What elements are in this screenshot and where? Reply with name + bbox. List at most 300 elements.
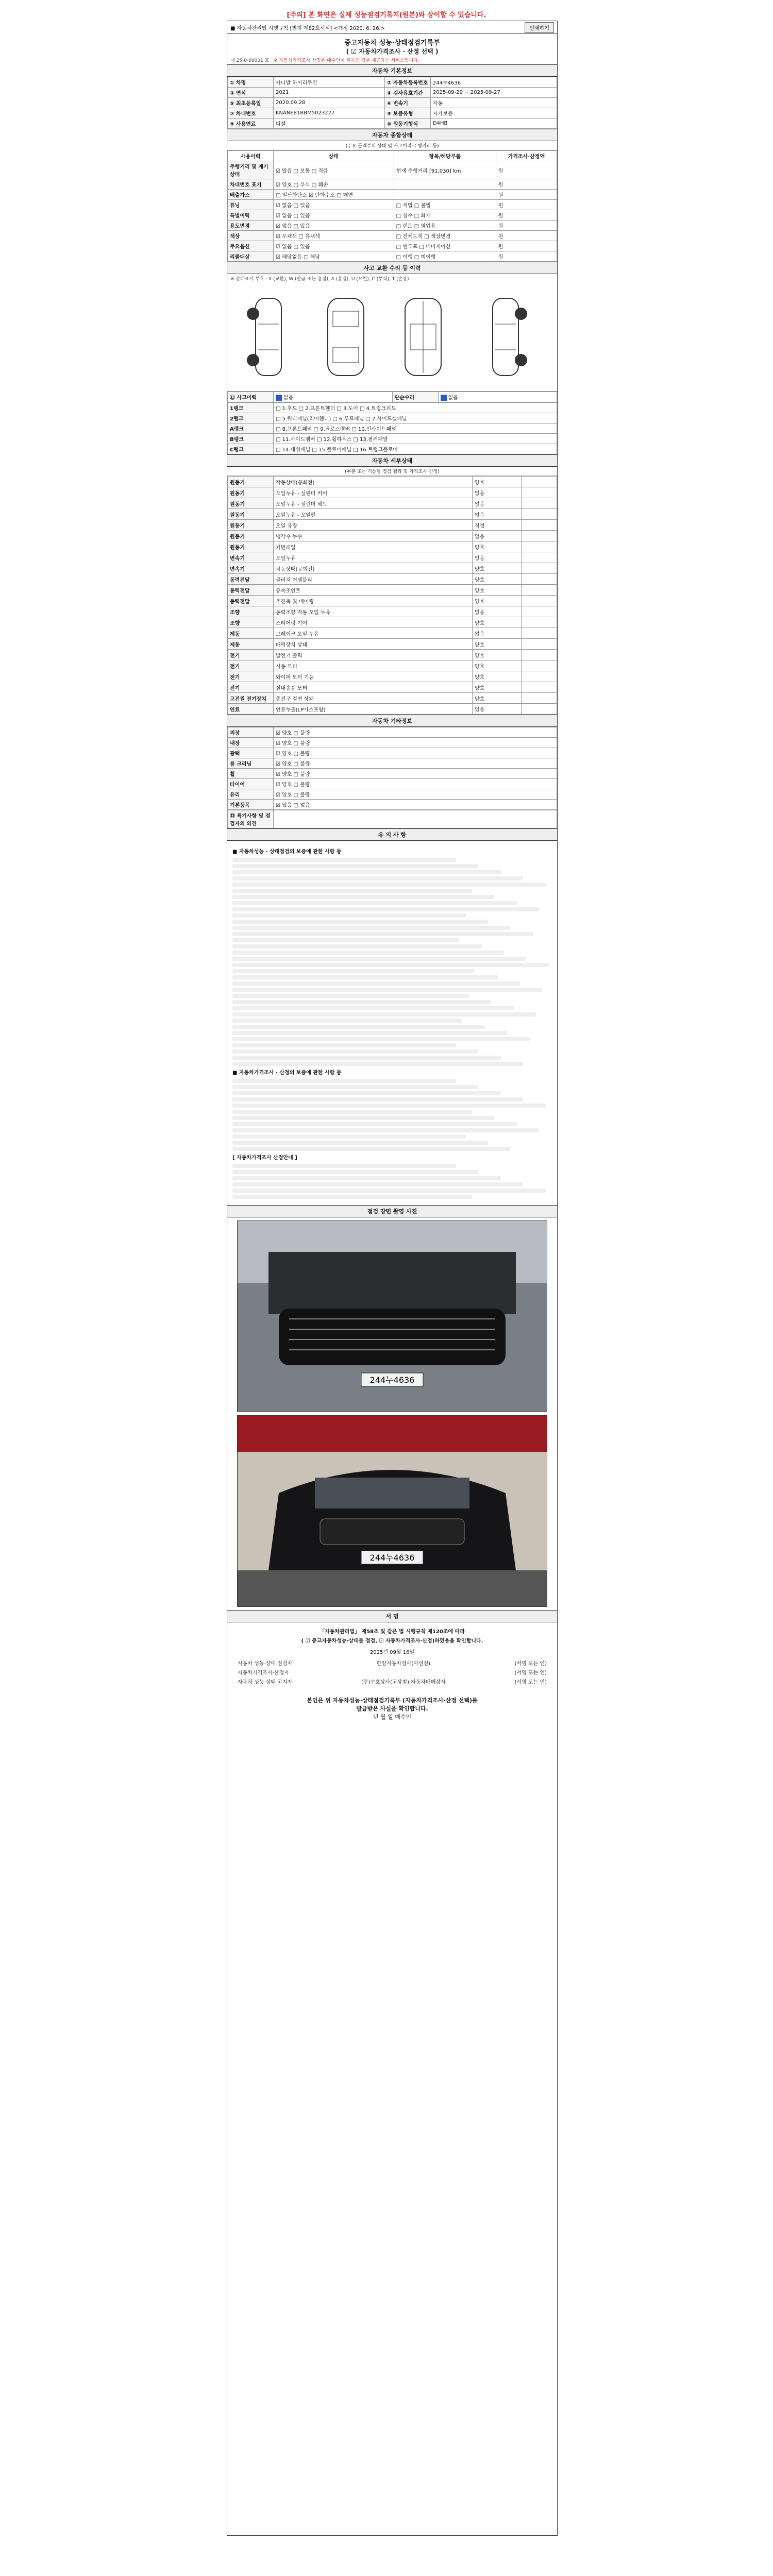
sign-row: 자동차 성능·상태 점검자 한양자동차검사(이선진) (서명 또는 인) (238, 1661, 547, 1667)
other-label: 룸 크리닝 (228, 758, 274, 769)
detail-table (227, 476, 557, 715)
detail-group: 조향 (228, 606, 274, 617)
text-line (232, 870, 501, 874)
detail-item: 오일 유량 (274, 520, 473, 531)
text-line (232, 913, 466, 918)
detail-row (228, 693, 557, 704)
state-cell: 배출가스 (228, 190, 274, 200)
state-cell: 원 (496, 241, 557, 251)
state-cell: 상태 (274, 151, 394, 161)
text-line (232, 1031, 507, 1035)
detail-price (522, 682, 557, 693)
state-cell: 용도변경 (228, 221, 274, 231)
panel-row (228, 403, 557, 413)
state-cell: 원 (496, 179, 557, 190)
other-label: 휠 (228, 769, 274, 779)
text-line (232, 951, 504, 955)
detail-group: 전기 (228, 682, 274, 693)
text-line (232, 1079, 456, 1083)
text-line (232, 1141, 488, 1145)
detail-price (522, 509, 557, 520)
detail-item: 커먼레일 (274, 541, 473, 552)
text-line (232, 1062, 523, 1066)
detail-status: 양호 (473, 617, 522, 628)
detail-status: 없음 (473, 509, 522, 520)
detail-row (228, 660, 557, 671)
text-line (232, 1091, 501, 1095)
state-cell: 색상 (228, 231, 274, 241)
other-row (228, 769, 557, 779)
state-cell: □ 썬루프 □ 네비게이션 (394, 241, 496, 251)
detail-group: 고전원 전기장치 (228, 693, 274, 704)
state-cell: ☑ 없음 □ 있음 (274, 210, 394, 221)
other-value: ☑ 양호 □ 불량 (274, 727, 557, 738)
other-label: 기본품목 (228, 800, 274, 810)
detail-item: 동력조향 작동 오일 누유 (274, 606, 473, 617)
detail-group: 연료 (228, 704, 274, 715)
detail-price (522, 541, 557, 552)
text-line (232, 1097, 523, 1101)
detail-item: 충전구 절연 상태 (274, 693, 473, 704)
form-reference: ■ 자동차관리법 시행규칙 [별지 제82호서식] <개정 2020. 6. 26.> (230, 25, 385, 31)
state-row (228, 221, 557, 231)
state-row (228, 251, 557, 262)
panel-rank: A랭크 (228, 423, 274, 434)
detail-group: 원동기 (228, 541, 274, 552)
detail-status: 없음 (473, 531, 522, 541)
state-cell: 현재 주행거리 [91,030] km (394, 161, 496, 179)
panel-parts: □ 8.프론트패널 □ 9.크로스멤버 □ 10.인사이드패널 (274, 423, 557, 434)
detail-item: 스티어링 기어 (274, 617, 473, 628)
sign-row: 자동차 성능·상태 고지자 (주)수호상사(고상철) 자동차매매상사 (서명 또는 인) (238, 1680, 547, 1685)
text-line (232, 864, 478, 868)
detail-row (228, 671, 557, 682)
field-value: D4HB (430, 118, 557, 129)
detail-group: 전기 (228, 660, 274, 671)
detail-price (522, 704, 557, 715)
sign-date: 2025년 09월 16일 (369, 1650, 415, 1655)
text-line (232, 926, 510, 930)
other-row (228, 727, 557, 738)
detail-item: 추진축 및 베어링 (274, 596, 473, 606)
state-cell: □ 침수 □ 화재 (394, 210, 496, 221)
state-table (227, 150, 557, 262)
inspection-record (227, 21, 558, 2536)
state-cell: ☑ 양호 □ 부식 □ 훼손 (274, 179, 394, 190)
detail-row (228, 596, 557, 606)
other-value: ☑ 있음 □ 없음 (274, 800, 557, 810)
text-line (232, 858, 456, 862)
detail-status: 양호 (473, 639, 522, 650)
detail-status: 양호 (473, 541, 522, 552)
state-row (228, 210, 557, 221)
detail-row (228, 509, 557, 520)
state-cell: 원 (496, 210, 557, 221)
panel-row (228, 413, 557, 423)
notes-c-title: [ 자동차가격조사 산정안내 ] (232, 1155, 297, 1161)
detail-item: 클러치 어셈블리 (274, 574, 473, 585)
accident-result-table (227, 392, 557, 402)
detail-price (522, 585, 557, 596)
detail-item: 오일누유 - 실린더 커버 (274, 487, 473, 498)
state-cell: 원 (496, 200, 557, 210)
detail-price (522, 487, 557, 498)
state-cell: 원 (496, 251, 557, 262)
state-row (228, 231, 557, 241)
text-line (232, 907, 539, 911)
field-label: ④ 검사유효기간 (384, 88, 430, 98)
text-line (232, 1104, 546, 1108)
panel-rank: B랭크 (228, 434, 274, 444)
basic-section-title: 자동차 기본정보 (227, 64, 557, 77)
text-line (232, 1147, 510, 1151)
signature-block (227, 1622, 557, 1692)
state-section-title: 자동차 종합상태 (227, 129, 557, 141)
detail-status: 없음 (473, 498, 522, 509)
detail-item: 냉각수 누수 (274, 531, 473, 541)
other-value: ☑ 양호 □ 불량 (274, 748, 557, 758)
detail-status: 양호 (473, 660, 522, 671)
field-label: ⑩ 원동기형식 (384, 118, 430, 129)
state-cell: ☑ 무채색 □ 유채색 (274, 231, 394, 241)
detail-price (522, 606, 557, 617)
state-cell: 주요옵션 (228, 241, 274, 251)
field-label: ② 자동차등록번호 (384, 77, 430, 88)
state-cell: 주행거리 및 계기상태 (228, 161, 274, 179)
detail-row (228, 574, 557, 585)
detail-group: 조향 (228, 617, 274, 628)
detail-group: 동력전달 (228, 596, 274, 606)
text-line (232, 938, 459, 942)
simple-repair-value: 없음 (448, 395, 458, 401)
text-line (232, 975, 498, 979)
field-label: ⑧ 보증유형 (384, 108, 430, 118)
field-value: 2021 (274, 88, 385, 98)
state-cell: 원 (496, 161, 557, 179)
other-row (228, 758, 557, 769)
detail-price (522, 552, 557, 563)
text-line (232, 1176, 501, 1180)
text-line (232, 889, 472, 893)
other-row (228, 779, 557, 789)
detail-item: 배력장치 상태 (274, 639, 473, 650)
doc-number: 제 25-0-00001 호 ※ 자동차가격조사·산정은 매수인이 원하는 경우 제공하는 서비스입니다. (230, 58, 419, 63)
detail-status: 적정 (473, 520, 522, 531)
engine-bay-photo (237, 1221, 547, 1412)
detail-price (522, 477, 557, 487)
other-value: ☑ 양호 □ 불량 (274, 769, 557, 779)
state-cell: ☑ 해당없음 □ 해당 (274, 251, 394, 262)
field-value: 2020.09.28 (274, 98, 385, 108)
field-value: 자가보증 (430, 108, 557, 118)
form-header (227, 21, 557, 34)
detail-price (522, 531, 557, 541)
text-line (232, 1134, 466, 1139)
detail-status: 양호 (473, 650, 522, 660)
other-value: ☑ 양호 □ 불량 (274, 779, 557, 789)
text-line (232, 1056, 501, 1060)
other-row (228, 800, 557, 810)
detail-item: 발전기 출력 (274, 650, 473, 660)
state-row (228, 190, 557, 200)
state-cell: 가격조사·산정액 (496, 151, 557, 161)
detail-group: 원동기 (228, 531, 274, 541)
state-cell: □ 이행 □ 미이행 (394, 251, 496, 262)
detail-group: 동력전달 (228, 574, 274, 585)
state-cell: 원 (496, 221, 557, 231)
detail-section-sub: (부분 또는 기능별 점검 결과 및 가격조사·산정) (227, 467, 557, 476)
basic-info-table (227, 77, 557, 129)
notes-b-title: ■ 자동차가격조사 · 산정의 보증에 관한 사항 등 (232, 1070, 342, 1076)
basic-row (228, 108, 557, 118)
detail-price (522, 628, 557, 639)
detail-item: 작동상태(공회전) (274, 477, 473, 487)
other-section-title: 자동차 기타정보 (227, 715, 557, 727)
car-diagram (227, 283, 557, 392)
text-line (232, 1012, 536, 1016)
detail-status: 양호 (473, 574, 522, 585)
state-cell: 튜닝 (228, 200, 274, 210)
state-cell: ☑ 많음 □ 보통 □ 적음 (274, 161, 394, 179)
panel-rank: 2랭크 (228, 413, 274, 423)
state-row (228, 179, 557, 190)
detail-row (228, 585, 557, 596)
detail-price (522, 639, 557, 650)
car-right-side-icon (475, 293, 536, 381)
car-left-side-icon (238, 293, 299, 381)
text-line (232, 944, 482, 948)
detail-row (228, 628, 557, 639)
opinion-table (227, 810, 557, 828)
checkbox-icon (276, 395, 282, 401)
state-cell: 리콜대상 (228, 251, 274, 262)
text-line (232, 932, 533, 936)
detail-price (522, 660, 557, 671)
detail-price (522, 574, 557, 585)
state-row (228, 161, 557, 179)
detail-row (228, 606, 557, 617)
basic-row (228, 118, 557, 129)
notes-a-title: ■ 자동차성능 · 상태점검의 보증에 관한 사항 등 (232, 849, 342, 855)
text-line (232, 1116, 494, 1120)
detail-item: 오일누유 - 실린더 헤드 (274, 498, 473, 509)
page-title: 중고자동차 성능·상태점검기록부 (344, 39, 440, 47)
basic-row (228, 88, 557, 98)
detail-item: 브레이크 오일 누유 (274, 628, 473, 639)
state-cell: □ 전체도색 □ 색상변경 (394, 231, 496, 241)
accident-section-title: 사고 교환 수리 등 이력 (227, 262, 557, 274)
detail-row (228, 498, 557, 509)
detail-row (228, 520, 557, 531)
checkbox-icon (441, 395, 447, 401)
detail-status: 없음 (473, 487, 522, 498)
sign-row: 자동차가격조사·산정자 (서명 또는 인) (238, 1670, 547, 1676)
detail-status: 없음 (473, 628, 522, 639)
detail-status: 양호 (473, 585, 522, 596)
text-line (232, 1128, 539, 1132)
other-row (228, 738, 557, 748)
field-value: 카니발 하이리무진 (274, 77, 385, 88)
field-label: ③ 연식 (228, 88, 274, 98)
detail-item: 등속조인트 (274, 585, 473, 596)
field-value: 디젤 (274, 118, 385, 129)
detail-row (228, 682, 557, 693)
detail-price (522, 596, 557, 606)
detail-status: 없음 (473, 606, 522, 617)
detail-status: 양호 (473, 477, 522, 487)
accident-label: ⑪ 사고이력 (228, 392, 274, 402)
detail-item: 오일누유 - 오일팬 (274, 509, 473, 520)
other-label: 외장 (228, 727, 274, 738)
field-value: 244누4636 (430, 77, 557, 88)
text-line (232, 901, 517, 905)
car-underbody-icon (392, 293, 454, 381)
detail-price (522, 520, 557, 531)
state-cell: 원 (496, 231, 557, 241)
plate-text-1: 244누4636 (369, 1375, 415, 1385)
state-cell: □ 렌트 □ 영업용 (394, 221, 496, 231)
detail-section-title: 자동차 세부상태 (227, 454, 557, 467)
text-line (232, 963, 549, 967)
text-line (232, 957, 526, 961)
field-value: KNANE81BBM5023227 (274, 108, 385, 118)
buyer-confirmation: 본인은 위 자동차성능·상태점검기록부 (자동차가격조사·산정 선택)를 발급받은 사실을 확인합니다. 년 월 일 매수인 (307, 1697, 478, 1720)
car-top-icon (315, 293, 377, 381)
panel-row (228, 444, 557, 454)
notes-body (227, 841, 557, 1205)
other-row (228, 789, 557, 800)
detail-item: 연료누출(LP가스포함) (274, 704, 473, 715)
detail-group: 원동기 (228, 498, 274, 509)
field-label: ⑥ 변속기 (384, 98, 430, 108)
detail-group: 제동 (228, 639, 274, 650)
detail-item: 와이퍼 모터 기능 (274, 671, 473, 682)
detail-row (228, 487, 557, 498)
page-subtitle: ( ☑ 자동차가격조사 · 산정 선택 ) (346, 48, 439, 55)
detail-row (228, 531, 557, 541)
detail-row (228, 552, 557, 563)
detail-group: 원동기 (228, 520, 274, 531)
panel-table (227, 402, 557, 454)
other-table (227, 727, 557, 810)
text-line (232, 1025, 485, 1029)
state-cell: □ 일산화탄소 ☑ 탄화수소 □ 매연 (274, 190, 394, 200)
field-label: ① 차명 (228, 77, 274, 88)
state-row (228, 151, 557, 161)
detail-price (522, 498, 557, 509)
detail-row (228, 541, 557, 552)
notes-title: 유 의 사 항 (227, 828, 557, 841)
photo-section-title: 점검 장면 촬영 사진 (227, 1205, 557, 1217)
text-line (232, 1164, 456, 1168)
field-label: ⑨ 사용연료 (228, 118, 274, 129)
sign-section-title: 서 명 (227, 1610, 557, 1622)
detail-item: 실내송풍 모터 (274, 682, 473, 693)
simple-repair-label: 단순수리 (392, 392, 438, 402)
other-label: 내장 (228, 738, 274, 748)
text-line (232, 1019, 462, 1023)
field-label: ⑦ 차대번호 (228, 108, 274, 118)
field-label: ⑤ 최초등록일 (228, 98, 274, 108)
state-cell: ☑ 없음 □ 있음 (274, 221, 394, 231)
state-cell: 특별이력 (228, 210, 274, 221)
detail-status: 없음 (473, 552, 522, 563)
text-line (232, 1085, 478, 1089)
text-line (232, 920, 488, 924)
text-line (232, 883, 546, 887)
other-label: 광택 (228, 748, 274, 758)
other-value: ☑ 양호 □ 불량 (274, 738, 557, 748)
print-button[interactable]: 인쇄하기 (525, 22, 554, 33)
detail-price (522, 671, 557, 682)
detail-status: 양호 (473, 563, 522, 574)
text-line (232, 1110, 472, 1114)
warning-notice: [주의] 본 화면은 실제 성능점검기록지(원본)와 상이할 수 있습니다. (287, 11, 486, 19)
basic-row (228, 98, 557, 108)
car-front-photo (237, 1415, 547, 1607)
detail-status: 양호 (473, 671, 522, 682)
other-row (228, 748, 557, 758)
panel-parts: □ 14.대쉬패널 □ 15.플로어패널 □ 16.트렁크플로어 (274, 444, 557, 454)
opinion-label: ⑬ 특기사항 및 점검자의 의견 (228, 810, 274, 828)
field-value: 자동 (430, 98, 557, 108)
detail-group: 원동기 (228, 487, 274, 498)
detail-row (228, 477, 557, 487)
detail-group: 변속기 (228, 563, 274, 574)
text-line (232, 1170, 478, 1174)
detail-group: 동력전달 (228, 585, 274, 596)
detail-group: 변속기 (228, 552, 274, 563)
detail-group: 전기 (228, 671, 274, 682)
other-label: 타이어 (228, 779, 274, 789)
accident-value: 없음 (283, 395, 294, 401)
panel-row (228, 423, 557, 434)
state-cell: 사용이력 (228, 151, 274, 161)
panel-row (228, 434, 557, 444)
text-line (232, 994, 469, 998)
text-line (232, 1195, 472, 1199)
text-line (232, 1043, 456, 1047)
detail-row (228, 639, 557, 650)
state-section-sub: (주요 골격부위 상태 및 사고이력·주행거리 등) (227, 141, 557, 150)
field-value: 2025-09-29 ~ 2025-09-27 (430, 88, 557, 98)
detail-price (522, 563, 557, 574)
detail-item: 오일누유 (274, 552, 473, 563)
panel-parts: □ 5.쿼터패널(리어휀더) □ 6.루프패널 □ 7.사이드실패널 (274, 413, 557, 423)
other-value: ☑ 양호 □ 불량 (274, 758, 557, 769)
state-cell: ☑ 없음 □ 있음 (274, 241, 394, 251)
text-line (232, 1182, 523, 1187)
detail-status: 양호 (473, 682, 522, 693)
state-cell (394, 190, 496, 200)
detail-row (228, 704, 557, 715)
text-line (232, 1049, 478, 1054)
detail-item: 작동상태(공회전) (274, 563, 473, 574)
detail-group: 원동기 (228, 477, 274, 487)
detail-group: 전기 (228, 650, 274, 660)
state-row (228, 200, 557, 210)
detail-item: 시동 모터 (274, 660, 473, 671)
panel-parts: □ 1.후드 □ 2.프론트휀더 □ 3.도어 □ 4.트렁크리드 (274, 403, 557, 413)
accident-legend: ※ 상태표시 부호 : X (교환), W (판금 또는 용접), A (흠집), U (요철), C (부식), T (손상) (230, 277, 409, 282)
detail-status: 양호 (473, 596, 522, 606)
other-label: 유리 (228, 789, 274, 800)
detail-group: 제동 (228, 628, 274, 639)
detail-row (228, 563, 557, 574)
text-line (232, 1037, 530, 1041)
text-line (232, 1000, 491, 1004)
detail-price (522, 650, 557, 660)
